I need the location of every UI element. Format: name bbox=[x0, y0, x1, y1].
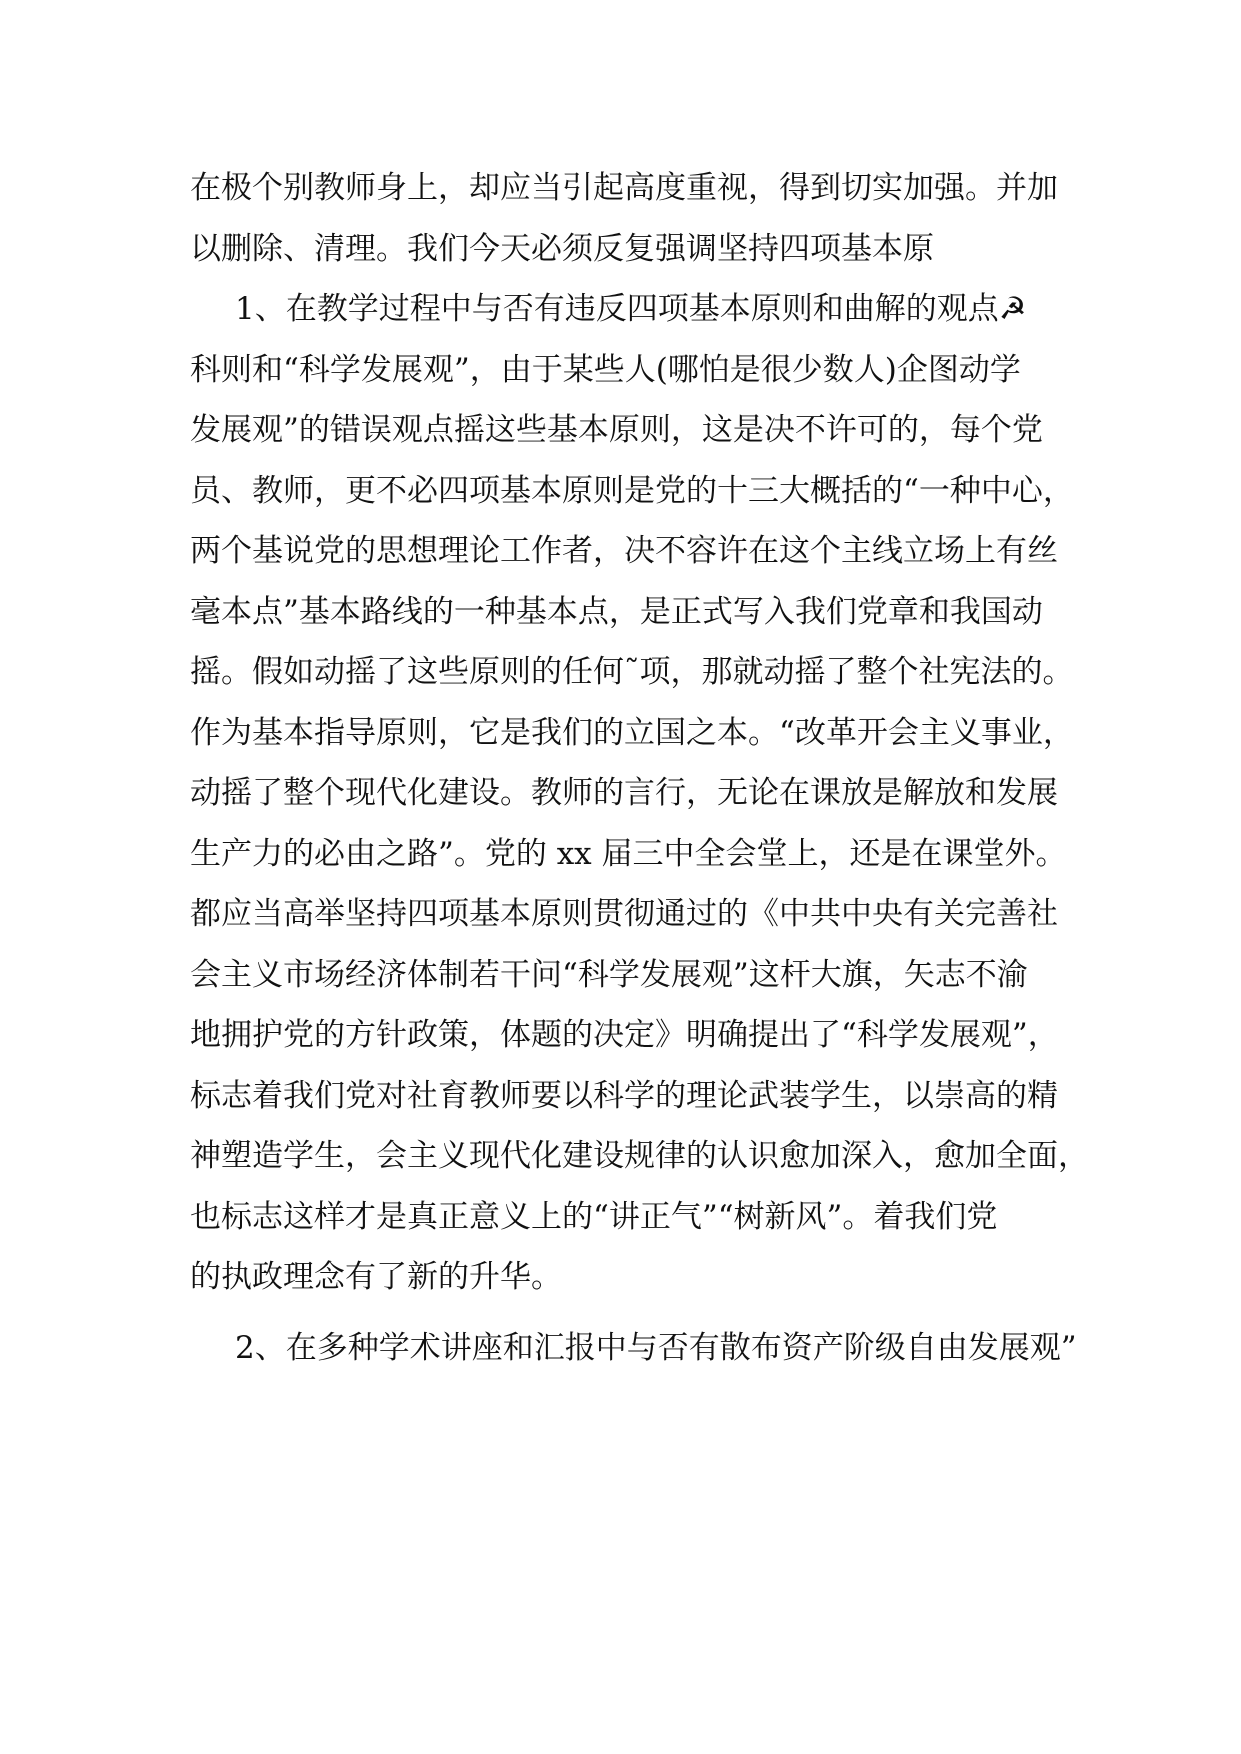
text-line: 动摇了整个现代化建设。教师的言行，无论在课放是解放和发展 bbox=[190, 775, 1058, 811]
text-line: 会主义市场经济体制若干问“科学发展观”这杆大旗，矢志不渝 bbox=[190, 956, 1028, 993]
text-line: 以删除、清理。我们今天必须反复强调坚持四项基本原 bbox=[190, 230, 934, 267]
text-line: 科则和“科学发展观”，由于某些人(哪怕是很少数人)企图动学 bbox=[190, 351, 1021, 388]
text-line: 也标志这样才是真正意义上的“讲正气”“树新风”。着我们党 bbox=[190, 1198, 998, 1235]
text-line: 两个基说党的思想理论工作者，决不容许在这个主线立场上有丝 bbox=[190, 533, 1058, 569]
text-line: 都应当高举坚持四项基本原则贯彻通过的《中共中央有关完善社 bbox=[190, 896, 1058, 932]
text-line: 的执政理念有了新的升华。 bbox=[190, 1259, 562, 1295]
text-line: 神塑造学生，会主义现代化建设规律的认识愈加深入，愈加全面， bbox=[190, 1138, 1089, 1174]
text-line: 标志着我们党对社育教师要以科学的理论武装学生，以崇高的精 bbox=[190, 1077, 1058, 1114]
text-line: 地拥护党的方针政策，体题的决定》明确提出了“科学发展观”， bbox=[190, 1017, 1059, 1053]
text-line: 发展观”的错误观点摇这些基本原则，这是决不许可的，每个党 bbox=[190, 412, 1043, 448]
text-line: 毫本点”基本路线的一种基本点，是正式写入我们党章和我国动 bbox=[190, 593, 1043, 630]
text-line: 员、教师，更不必四项基本原则是党的十三大概括的“一种中心， bbox=[190, 472, 1074, 509]
text-line: 在极个别教师身上，却应当引起高度重视，得到切实加强。并加 bbox=[190, 170, 1058, 206]
body-text bbox=[190, 158, 1089, 1378]
numbered-paragraph-1-start: 1、在教学过程中与否有违反四项基本原则和曲解的观点☭ bbox=[235, 291, 1027, 327]
numbered-paragraph-2-start: 2、在多种学术讲座和汇报中与否有散布资产阶级自由发展观” bbox=[235, 1329, 1077, 1366]
text-line: 生产力的必由之路”。党的 xx 届三中全会堂上，还是在课堂外。 bbox=[190, 835, 1067, 872]
text-line: 摇。假如动摇了这些原则的任何˜项，那就动摇了整个社宪法的。 bbox=[190, 654, 1074, 690]
text-line: 作为基本指导原则，它是我们的立国之本。“改革开会主义事业， bbox=[190, 714, 1074, 751]
